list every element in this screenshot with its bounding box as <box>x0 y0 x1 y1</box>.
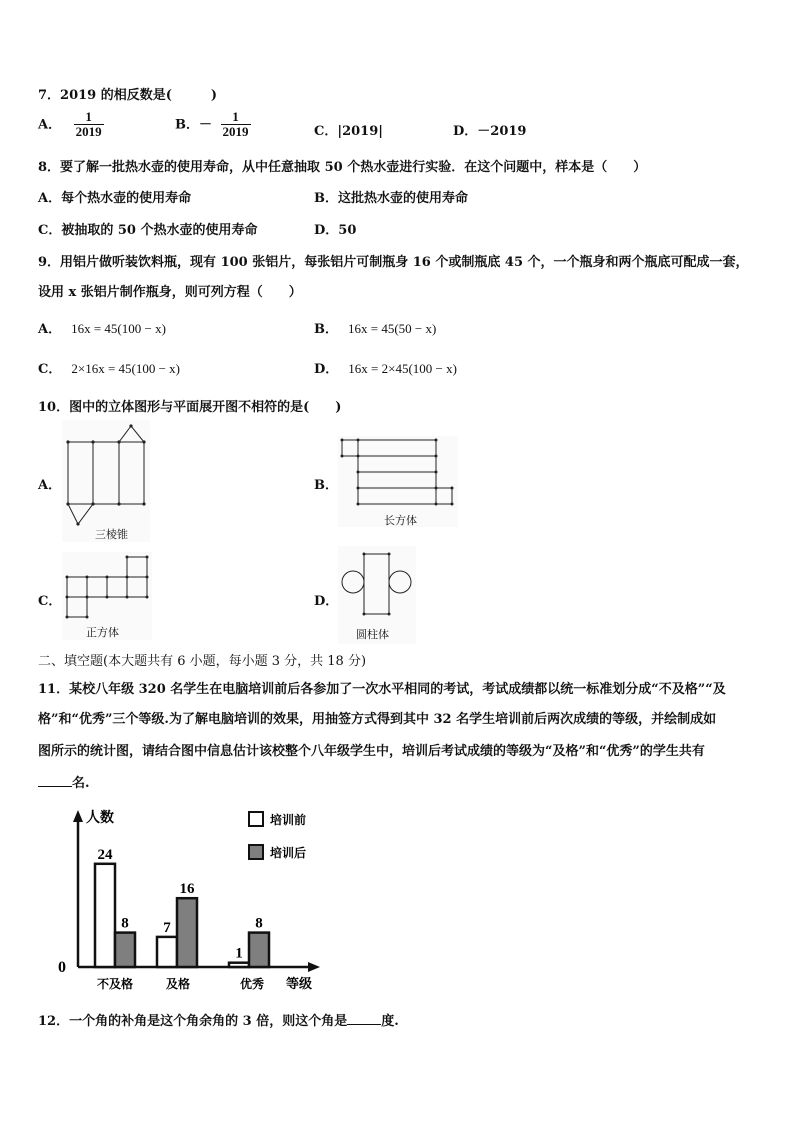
q7-option-a: A． $\frac{1}{2019}$ <box>38 109 102 140</box>
q9-stem-line1: 9．用铝片做听装饮料瓶，现有 100 张铝片，每张铝片可制瓶身 16 个或制瓶底 45 个，一个瓶身和两个瓶底可配成一套， <box>38 255 749 270</box>
x-axis-label: 等级 <box>286 976 313 991</box>
q11-line1: 11．某校八年级 320 名学生在电脑培训前后各参加了一次水平相同的考试，考试成绩都以统一标准划分成“不及格”“及 <box>38 682 726 697</box>
bar-value-label: 1 <box>235 945 243 962</box>
q11-chart <box>40 800 340 1000</box>
bar-value-label: 16 <box>179 881 195 898</box>
q10-caption-d: 圆柱体 <box>356 628 389 641</box>
bar-chart <box>40 800 340 1000</box>
q8-option-b: B．这批热水壶的使用寿命 <box>314 191 469 206</box>
bar-value-label: 7 <box>163 919 171 936</box>
y-axis-arrow <box>73 810 83 822</box>
pyramid-net-diagram <box>62 420 150 542</box>
q8-stem: 8．要了解一批热水壶的使用寿命，从中任意抽取 50 个热水壶进行实验．在这个问题中，样本是（ ） <box>38 160 647 175</box>
category-tick-label: 及格 <box>165 977 191 991</box>
q10-option-c-label: C． <box>38 594 62 609</box>
bar-value-label: 8 <box>121 915 129 932</box>
bar-before-0 <box>95 864 115 967</box>
bar-before-2 <box>229 963 249 967</box>
legend-swatch <box>249 845 263 859</box>
q8-option-d: D．50 <box>314 223 357 238</box>
q7-a-numerator: 1 <box>85 109 92 124</box>
section-heading: 二、填空题(本大题共有 6 小题，每小题 3 分，共 18 分) <box>38 654 367 669</box>
bar-after-0 <box>115 933 135 967</box>
q10-figure-d <box>338 546 416 644</box>
q10-figure-b <box>338 436 458 527</box>
q12-answer-blank[interactable] <box>347 1012 381 1025</box>
q7-option-b: B．－ $\frac{1}{2019}$ <box>175 109 249 140</box>
q8-option-a: A．每个热水壶的使用寿命 <box>38 191 192 206</box>
category-tick-label: 优秀 <box>239 977 265 991</box>
legend-label: 培训前 <box>270 813 307 827</box>
q10-caption-a: 三棱锥 <box>95 528 128 541</box>
q12-text: 12．一个角的补角是这个角余角的 3 倍，则这个角是 度. <box>38 1014 399 1029</box>
q9-option-c: C． 2×16x = 45(100 − x) <box>38 361 181 377</box>
bar-value-label: 8 <box>255 915 263 932</box>
q10-option-b-label: B． <box>314 478 338 493</box>
q10-caption-b: 长方体 <box>384 514 417 527</box>
bar-value-label: 24 <box>97 846 113 863</box>
q10-figure-a <box>62 420 150 542</box>
category-tick-label: 不及格 <box>96 977 134 991</box>
x-axis-arrow <box>308 962 320 972</box>
q7-b-denominator: 2019 <box>222 124 249 140</box>
q9-stem-line2: 设用 x 张铝片制作瓶身，则可列方程（ ） <box>38 285 302 300</box>
q10-option-d-label: D． <box>314 594 339 609</box>
q10-stem: 10．图中的立体图形与平面展开图不相符的是( ) <box>38 400 342 415</box>
y-axis-label: 人数 <box>86 811 114 826</box>
q8-option-c: C．被抽取的 50 个热水壶的使用寿命 <box>38 223 258 238</box>
q10-option-a-label: A． <box>38 478 62 493</box>
q11-line3: 图所示的统计图，请结合图中信息估计该校整个八年级学生中，培训后考试成绩的等级为“及格”和“优秀”的学生共有 <box>38 744 705 759</box>
q9-option-b: B． 16x = 45(50 − x) <box>314 321 437 337</box>
bar-before-1 <box>157 937 177 967</box>
bar-after-2 <box>249 933 269 967</box>
q9-option-d: D． 16x = 2×45(100 − x) <box>314 361 457 377</box>
q11-line2: 格”和“优秀”三个等级.为了解电脑培训的效果，用抽签方式得到其中 32 名学生培训前后两次成绩的等级，并绘制成如 <box>38 712 717 727</box>
q9-option-a: A． 16x = 45(100 − x) <box>38 321 166 337</box>
q11-answer-blank[interactable] <box>38 774 72 787</box>
q7-option-c: C．|2019| <box>314 124 383 139</box>
q7-a-denominator: 2019 <box>75 124 102 140</box>
origin-label: 0 <box>58 959 66 976</box>
q11-line4: 名. <box>38 772 90 791</box>
legend-label: 培训后 <box>270 846 307 860</box>
legend-swatch <box>249 812 263 826</box>
q7-stem: 7．2019 的相反数是( ) <box>38 88 218 103</box>
q10-caption-c: 正方体 <box>86 626 119 639</box>
q7-option-d: D．－2019 <box>453 124 527 139</box>
q10-figure-c <box>62 552 152 640</box>
bar-after-1 <box>177 898 197 967</box>
q7-b-numerator: 1 <box>232 109 239 124</box>
